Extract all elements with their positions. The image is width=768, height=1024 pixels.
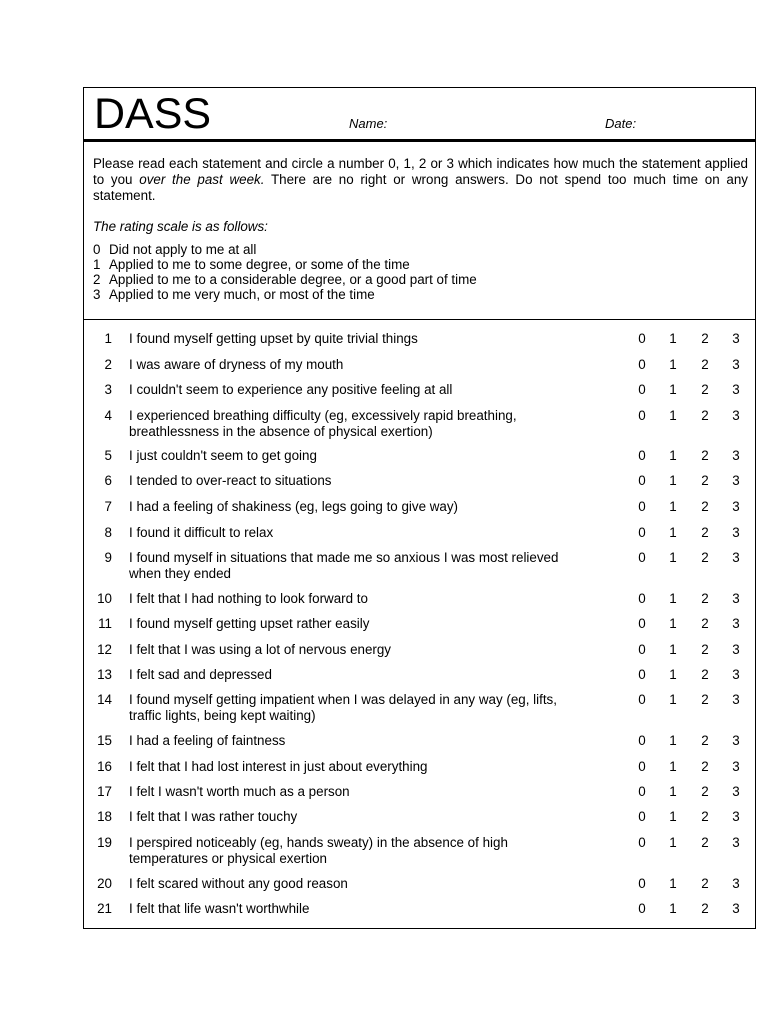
rating-option-0[interactable]: 0 [638, 692, 646, 707]
rating-option-3[interactable]: 3 [732, 473, 740, 488]
item-number: 16 [97, 759, 112, 774]
item-statement: I tended to over-react to situations [129, 473, 332, 488]
rating-option-2[interactable]: 2 [701, 759, 709, 774]
rating-option-2[interactable]: 2 [701, 331, 709, 346]
rating-option-2[interactable]: 2 [701, 692, 709, 707]
item-number: 9 [104, 550, 112, 565]
rating-option-2[interactable]: 2 [701, 357, 709, 372]
item-statement: I found myself getting upset by quite trivial things [129, 331, 418, 346]
rating-option-0[interactable]: 0 [638, 357, 646, 372]
rating-option-3[interactable]: 3 [732, 667, 740, 682]
item-statement: I felt sad and depressed [129, 667, 272, 682]
rating-option-3[interactable]: 3 [732, 591, 740, 606]
item-number: 4 [104, 408, 112, 423]
item-statement: I felt that I was rather touchy [129, 809, 298, 824]
rating-option-2[interactable]: 2 [701, 876, 709, 891]
item-statement: I felt scared without any good reason [129, 876, 348, 891]
rating-option-1[interactable]: 1 [669, 499, 677, 514]
rating-option-0[interactable]: 0 [638, 525, 646, 540]
rating-option-2[interactable]: 2 [701, 809, 709, 824]
item-number: 21 [97, 901, 112, 916]
rating-scale-item [93, 272, 477, 287]
rating-option-1[interactable]: 1 [669, 784, 677, 799]
rating-option-2[interactable]: 2 [701, 408, 709, 423]
rating-option-1[interactable]: 1 [669, 382, 677, 397]
dass-form [83, 87, 756, 929]
item-number: 12 [97, 642, 112, 657]
rating-option-1[interactable]: 1 [669, 759, 677, 774]
item-statement: I found myself getting impatient when I was delayed in any way (eg, lifts, traffic lights, being kept waiting) [129, 692, 557, 723]
rating-option-1[interactable]: 1 [669, 901, 677, 916]
rating-option-1[interactable]: 1 [669, 876, 677, 891]
rating-option-3[interactable]: 3 [732, 733, 740, 748]
rating-option-0[interactable]: 0 [638, 448, 646, 463]
rating-scale-value: 1 [93, 257, 101, 272]
rating-option-0[interactable]: 0 [638, 591, 646, 606]
rating-option-0[interactable]: 0 [638, 876, 646, 891]
form-header [84, 88, 755, 140]
item-statement: I couldn't seem to experience any positive feeling at all [129, 382, 453, 397]
item-number: 1 [104, 331, 112, 346]
date-field-label[interactable]: Date: [605, 116, 637, 131]
rating-option-1[interactable]: 1 [669, 331, 677, 346]
item-number: 6 [104, 473, 112, 488]
rating-option-3[interactable]: 3 [732, 331, 740, 346]
item-statement: I felt that I had nothing to look forward to [129, 591, 368, 606]
item-number: 10 [97, 591, 112, 606]
instructions-part-1: Please read each statement and circle a number 0, 1, 2 or 3 which indicates how much the statement applied to you [93, 156, 748, 187]
rating-option-3[interactable]: 3 [732, 550, 740, 565]
rating-scale-label: Applied to me to a considerable degree, or a good part of time [109, 272, 477, 287]
instructions-text [93, 156, 748, 204]
rating-option-1[interactable]: 1 [669, 591, 677, 606]
item-statement: I had a feeling of shakiness (eg, legs going to give way) [129, 499, 459, 514]
rating-option-3[interactable]: 3 [732, 357, 740, 372]
rating-option-2[interactable]: 2 [701, 591, 709, 606]
rating-option-3[interactable]: 3 [732, 499, 740, 514]
item-statement: I found myself getting upset rather easily [129, 616, 370, 631]
item-number: 8 [104, 525, 112, 540]
rating-option-0[interactable]: 0 [638, 733, 646, 748]
items-divider [84, 319, 755, 320]
rating-option-1[interactable]: 1 [669, 835, 677, 850]
rating-option-0[interactable]: 0 [638, 642, 646, 657]
item-statement: I found it difficult to relax [129, 525, 274, 540]
rating-option-1[interactable]: 1 [669, 692, 677, 707]
rating-option-3[interactable]: 3 [732, 784, 740, 799]
header-divider [84, 139, 755, 142]
rating-option-0[interactable]: 0 [638, 331, 646, 346]
item-number: 19 [97, 835, 112, 850]
item-number: 13 [97, 667, 112, 682]
item-row [84, 901, 755, 933]
rating-option-2[interactable]: 2 [701, 499, 709, 514]
item-row [84, 692, 755, 724]
rating-option-3[interactable]: 3 [732, 809, 740, 824]
rating-option-3[interactable]: 3 [732, 835, 740, 850]
rating-option-1[interactable]: 1 [669, 809, 677, 824]
rating-option-0[interactable]: 0 [638, 784, 646, 799]
rating-option-0[interactable]: 0 [638, 809, 646, 824]
rating-option-2[interactable]: 2 [701, 901, 709, 916]
rating-option-0[interactable]: 0 [638, 616, 646, 631]
rating-scale-list [93, 242, 477, 302]
rating-option-0[interactable]: 0 [638, 473, 646, 488]
item-number: 14 [97, 692, 112, 707]
item-statement: I perspired noticeably (eg, hands sweaty) in the absence of high temperatures or physical exertion [129, 835, 508, 866]
rating-option-3[interactable]: 3 [732, 692, 740, 707]
rating-scale-item [93, 287, 477, 302]
form-title: DASS [94, 90, 212, 138]
item-number: 17 [97, 784, 112, 799]
rating-option-2[interactable]: 2 [701, 784, 709, 799]
rating-option-1[interactable]: 1 [669, 550, 677, 565]
rating-option-3[interactable]: 3 [732, 876, 740, 891]
item-number: 5 [104, 448, 112, 463]
name-field-label[interactable]: Name: [349, 116, 388, 131]
item-number: 18 [97, 809, 112, 824]
rating-option-2[interactable]: 2 [701, 448, 709, 463]
item-number: 2 [104, 357, 112, 372]
instructions-part-2: There are no right or wrong answers. Do not spend too much time on any statement. [93, 172, 748, 203]
rating-option-0[interactable]: 0 [638, 759, 646, 774]
item-row [84, 835, 755, 867]
rating-scale-value: 2 [93, 272, 101, 287]
rating-scale-value: 3 [93, 287, 101, 302]
rating-option-2[interactable]: 2 [701, 616, 709, 631]
rating-option-2[interactable]: 2 [701, 550, 709, 565]
rating-scale-label: Applied to me to some degree, or some of the time [109, 257, 410, 272]
rating-option-3[interactable]: 3 [732, 901, 740, 916]
rating-scale-label: Did not apply to me at all [109, 242, 257, 257]
item-number: 11 [98, 616, 112, 631]
rating-option-2[interactable]: 2 [701, 733, 709, 748]
rating-option-0[interactable]: 0 [638, 835, 646, 850]
rating-option-2[interactable]: 2 [701, 382, 709, 397]
item-statement: I felt that I was using a lot of nervous energy [129, 642, 392, 657]
rating-option-2[interactable]: 2 [701, 667, 709, 682]
rating-option-0[interactable]: 0 [638, 382, 646, 397]
item-row [84, 550, 755, 582]
rating-option-3[interactable]: 3 [732, 616, 740, 631]
rating-option-3[interactable]: 3 [732, 408, 740, 423]
item-statement: I found myself in situations that made me so anxious I was most relieved when they ended [129, 550, 559, 581]
rating-option-3[interactable]: 3 [732, 448, 740, 463]
rating-option-1[interactable]: 1 [669, 616, 677, 631]
rating-option-0[interactable]: 0 [638, 901, 646, 916]
rating-option-3[interactable]: 3 [732, 642, 740, 657]
rating-scale-heading: The rating scale is as follows: [93, 219, 268, 234]
item-number: 20 [97, 876, 112, 891]
rating-option-1[interactable]: 1 [669, 733, 677, 748]
item-statement: I experienced breathing difficulty (eg, excessively rapid breathing, breathlessness in the absence of physical exertion) [129, 408, 517, 439]
item-number: 7 [104, 499, 112, 514]
item-number: 15 [97, 733, 112, 748]
rating-option-2[interactable]: 2 [701, 642, 709, 657]
instructions-emphasis: over the past week. [139, 172, 265, 187]
rating-option-3[interactable]: 3 [732, 759, 740, 774]
item-statement: I felt that I had lost interest in just about everything [129, 759, 428, 774]
item-statement: I felt that life wasn't worthwhile [129, 901, 310, 916]
rating-scale-label: Applied to me very much, or most of the time [109, 287, 375, 302]
item-row [84, 408, 755, 440]
item-statement: I felt I wasn't worth much as a person [129, 784, 350, 799]
rating-option-1[interactable]: 1 [669, 448, 677, 463]
item-statement: I just couldn't seem to get going [129, 448, 317, 463]
rating-option-1[interactable]: 1 [669, 642, 677, 657]
rating-option-0[interactable]: 0 [638, 499, 646, 514]
item-number: 3 [104, 382, 112, 397]
rating-option-1[interactable]: 1 [669, 357, 677, 372]
item-statement: I had a feeling of faintness [129, 733, 286, 748]
rating-option-0[interactable]: 0 [638, 550, 646, 565]
rating-option-3[interactable]: 3 [732, 382, 740, 397]
rating-option-1[interactable]: 1 [669, 473, 677, 488]
rating-scale-item [93, 242, 477, 257]
rating-option-1[interactable]: 1 [669, 408, 677, 423]
rating-scale-value: 0 [93, 242, 101, 257]
rating-option-0[interactable]: 0 [638, 408, 646, 423]
rating-option-2[interactable]: 2 [701, 473, 709, 488]
rating-option-3[interactable]: 3 [732, 525, 740, 540]
rating-option-1[interactable]: 1 [669, 525, 677, 540]
rating-option-1[interactable]: 1 [669, 667, 677, 682]
rating-option-2[interactable]: 2 [701, 525, 709, 540]
rating-option-0[interactable]: 0 [638, 667, 646, 682]
rating-option-2[interactable]: 2 [701, 835, 709, 850]
rating-scale-item [93, 257, 477, 272]
item-statement: I was aware of dryness of my mouth [129, 357, 344, 372]
